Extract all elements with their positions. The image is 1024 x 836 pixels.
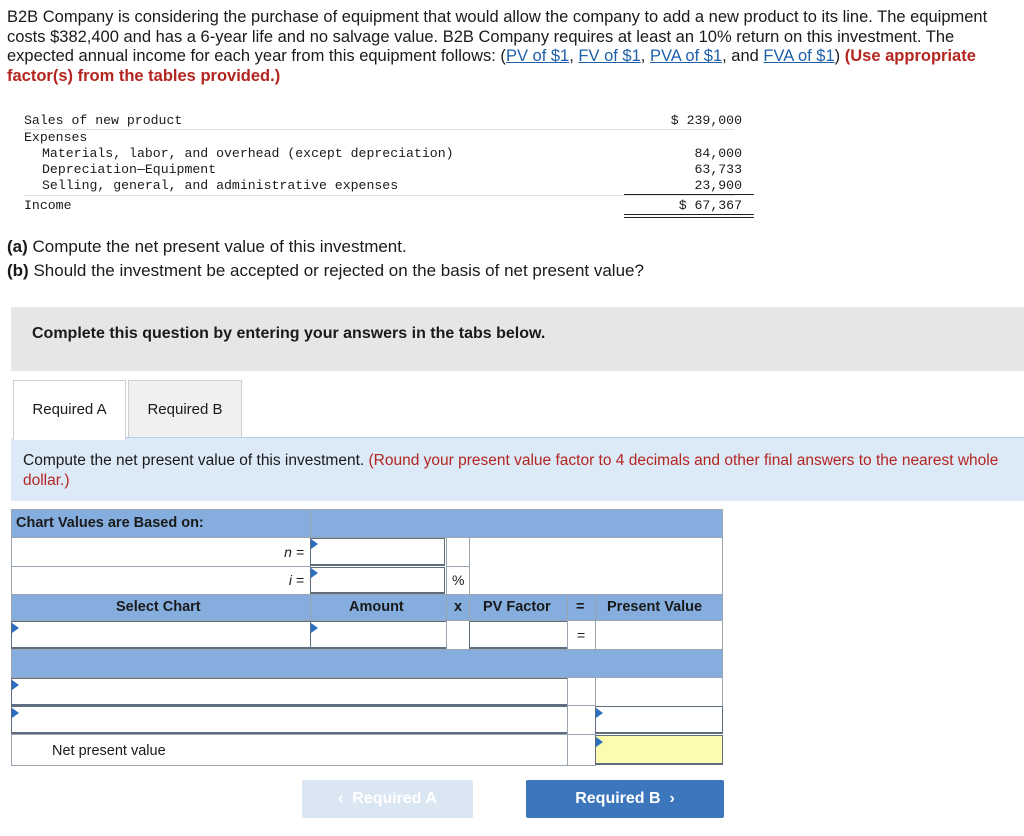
line-item-value xyxy=(595,677,723,707)
sep: , xyxy=(569,47,579,65)
equals-cell xyxy=(567,620,596,650)
tab-instruction-box xyxy=(11,438,1024,501)
npv-worksheet xyxy=(11,509,723,767)
pv-factor-input[interactable] xyxy=(469,621,568,649)
n-label: n = xyxy=(284,544,304,560)
npv-label: Net present value xyxy=(52,743,166,759)
question-a-text: Compute the net present value of this investment. xyxy=(27,237,407,256)
present-value-output xyxy=(595,620,723,650)
section-divider xyxy=(11,649,723,678)
percent-sign: % xyxy=(452,572,465,588)
problem-body: B2B Company is considering the purchase of equipment that would allow the company to add a new product to its line. The equipment costs $382,400 and has a 6-year life and no salvage value. B2B Company requires at least an 10% return on this investment. The expected annual income for each year from this equipment follows: ( xyxy=(7,8,988,65)
tab-required-b[interactable]: Required B xyxy=(128,380,242,440)
percent-cell xyxy=(446,566,470,595)
fv-of-1-link[interactable]: FV of $1 xyxy=(578,47,641,65)
sales-label: Sales of new product xyxy=(24,113,183,128)
pv-factor-label: PV Factor xyxy=(483,599,551,615)
materials-value: 84,000 xyxy=(694,146,742,161)
expenses-row xyxy=(24,130,754,146)
materials-row xyxy=(24,146,754,162)
previous-tab-button[interactable] xyxy=(302,780,473,818)
depreciation-row xyxy=(24,162,754,178)
depreciation-value: 63,733 xyxy=(694,162,742,177)
select-chart-input[interactable] xyxy=(11,621,311,649)
question-b-tag: (b) xyxy=(7,261,29,280)
pv-factor-header xyxy=(469,594,568,621)
input-flag-icon xyxy=(596,708,603,718)
amount-input[interactable] xyxy=(310,621,447,649)
total-double-underline xyxy=(624,214,754,215)
fva-of-1-link[interactable]: FVA of $1 xyxy=(763,47,835,65)
line-item-value-input[interactable] xyxy=(595,706,723,734)
selling-value: 23,900 xyxy=(694,178,742,193)
amount-header xyxy=(310,594,447,621)
input-flag-icon xyxy=(311,568,318,578)
expenses-label: Expenses xyxy=(24,130,88,145)
times-label: x xyxy=(454,599,463,615)
input-flag-icon xyxy=(12,680,19,690)
question-a xyxy=(7,237,407,257)
question-b-text: Should the investment be accepted or rejected on the basis of net present value? xyxy=(28,261,644,280)
present-value-header xyxy=(595,594,723,621)
next-tab-button[interactable] xyxy=(526,780,724,818)
selling-label: Selling, general, and administrative expenses xyxy=(42,178,399,193)
banner-text: Complete this question by entering your answers in the tabs below. xyxy=(32,325,546,342)
n-label-cell xyxy=(11,537,311,567)
income-row xyxy=(24,198,754,214)
n-unit-cell xyxy=(446,537,470,567)
chevron-right-icon: › xyxy=(669,790,675,807)
header-blank xyxy=(310,509,723,538)
equals-header xyxy=(567,594,596,621)
total-double-underline xyxy=(624,217,754,218)
based-on-header xyxy=(11,509,311,538)
equals-label: = xyxy=(576,599,585,615)
question-a-tag: (a) xyxy=(7,237,28,256)
sep: , xyxy=(640,47,650,65)
materials-label: Materials, labor, and overhead (except depreciation) xyxy=(42,146,454,161)
present-value-label: Present Value xyxy=(607,599,703,615)
n-input[interactable] xyxy=(310,538,445,566)
spacer-cell xyxy=(567,705,596,735)
input-flag-icon xyxy=(311,539,318,549)
input-flag-icon xyxy=(596,737,603,747)
times-header xyxy=(446,594,470,621)
equals-sign: = xyxy=(577,627,586,643)
sales-value: $ 239,000 xyxy=(670,113,742,128)
question-b xyxy=(7,261,644,281)
times-cell xyxy=(446,620,470,650)
select-chart-header xyxy=(11,594,311,621)
rounding-note: (Round your present value factor to 4 decimals and other final answers to the nearest whole dollar.) xyxy=(23,452,999,489)
chevron-left-icon: ‹ xyxy=(338,790,344,807)
pva-of-1-link[interactable]: PVA of $1 xyxy=(649,47,723,65)
factor-instruction: (Use appropriate factor(s) from the tables provided.) xyxy=(7,47,976,85)
npv-input[interactable] xyxy=(595,735,723,765)
sep: , and xyxy=(722,47,764,65)
previous-tab-label: Required A xyxy=(352,790,437,807)
close-paren: ) xyxy=(834,47,845,65)
income-value: $ 67,367 xyxy=(678,198,742,213)
select-chart-label: Select Chart xyxy=(116,599,201,615)
problem-text xyxy=(7,8,1017,86)
income-label: Income xyxy=(24,198,72,213)
spacer-cell xyxy=(567,677,596,707)
selling-row xyxy=(24,178,754,194)
line-item-input[interactable] xyxy=(11,706,568,734)
spacer-cell xyxy=(567,734,596,766)
sales-row xyxy=(24,113,754,129)
pv-of-1-link[interactable]: PV of $1 xyxy=(505,47,570,65)
instructions-banner xyxy=(11,307,1024,371)
input-flag-icon xyxy=(12,623,19,633)
input-flag-icon xyxy=(12,708,19,718)
line-item-input[interactable] xyxy=(11,678,568,706)
divider xyxy=(24,195,734,196)
instruction-text: Compute the net present value of this investment. xyxy=(23,452,369,469)
next-tab-label: Required B xyxy=(575,790,661,807)
input-flag-icon xyxy=(311,623,318,633)
tab-required-a[interactable]: Required A xyxy=(13,380,126,440)
depreciation-label: Depreciation—Equipment xyxy=(42,162,217,177)
rate-blank xyxy=(469,537,723,595)
i-label: i = xyxy=(288,572,304,588)
i-label-cell xyxy=(11,566,311,595)
npv-label-cell xyxy=(11,734,568,766)
amount-label: Amount xyxy=(349,599,404,615)
based-on-label: Chart Values are Based on: xyxy=(16,515,204,531)
i-input[interactable] xyxy=(310,567,445,594)
